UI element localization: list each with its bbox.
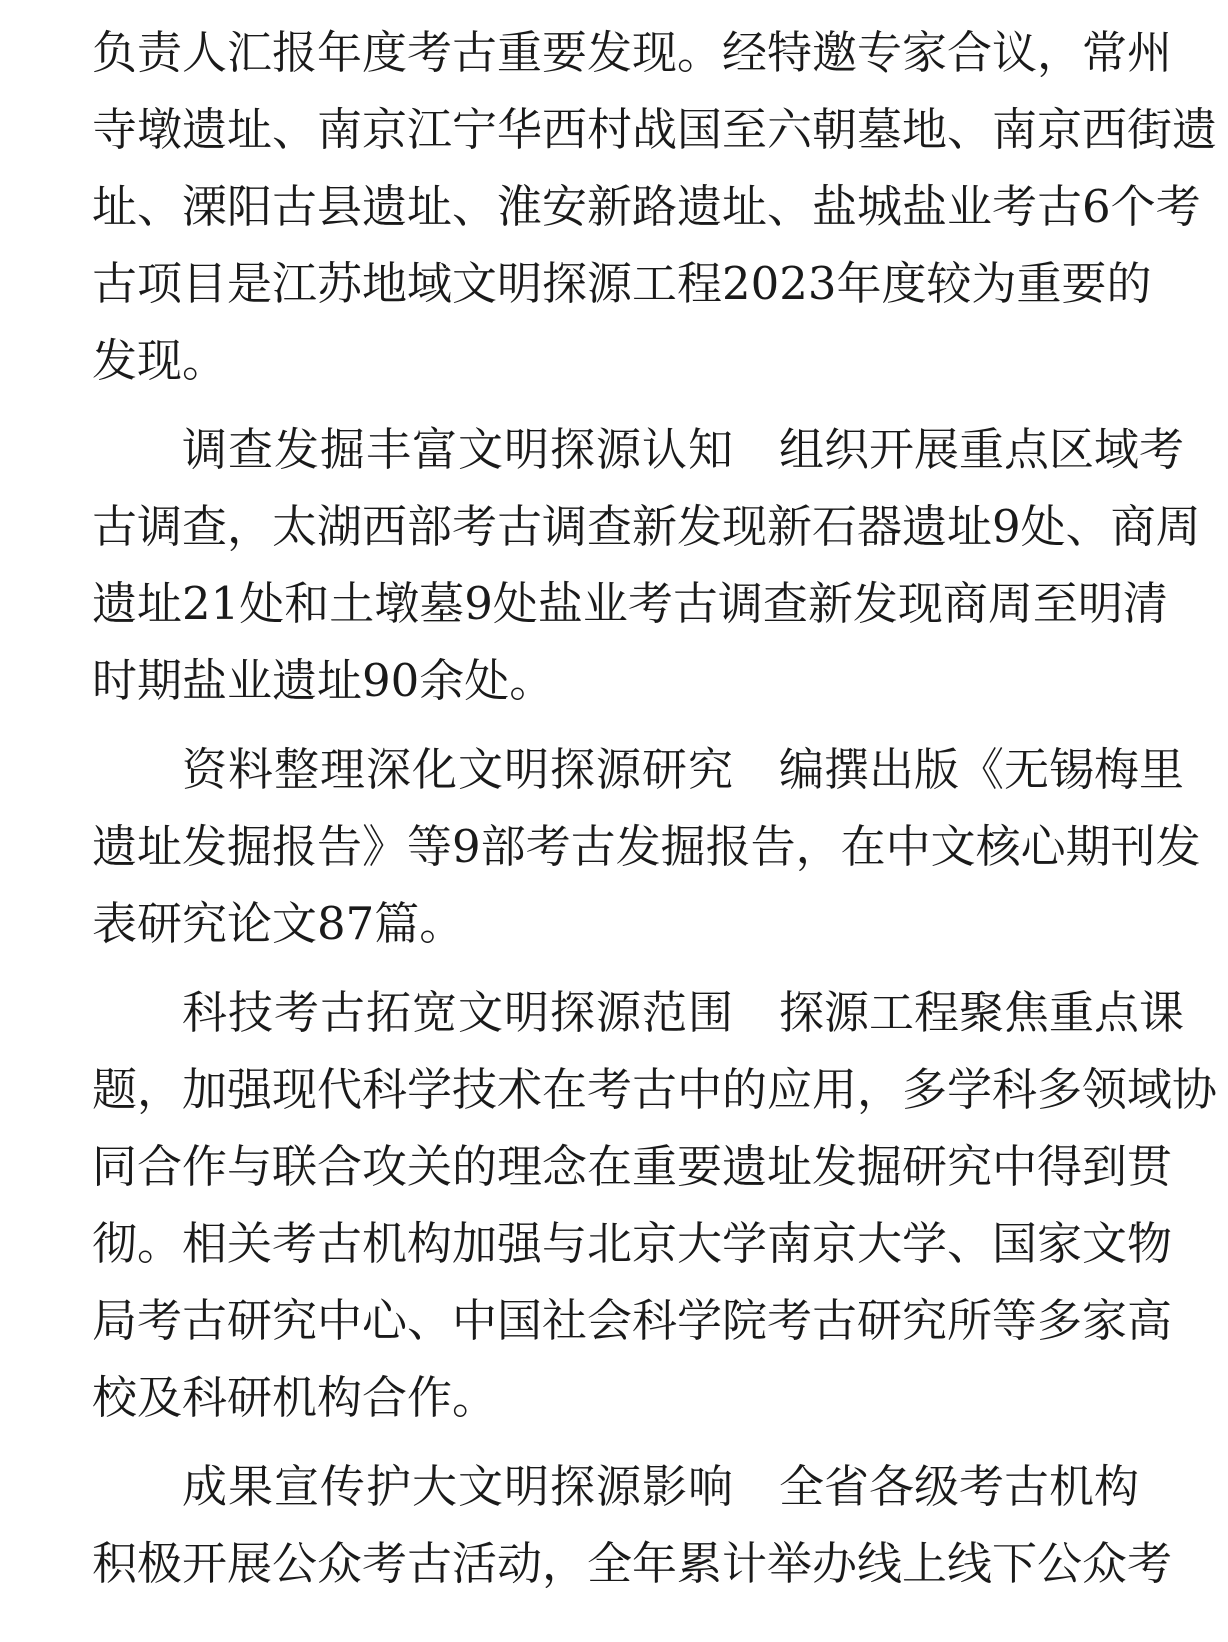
paragraph-4: [92, 974, 1218, 1436]
document-page: [92, 0, 1218, 1642]
text-line: 彻。相关考古机构加强与北京大学南京大学、国家文物: [92, 1217, 1173, 1270]
text-line: 表研究论文87篇。: [92, 897, 465, 950]
section-heading: 成果宣传护大文明探源影响: [182, 1460, 735, 1513]
heading-followup-text: 全省各级考古机构: [779, 1460, 1140, 1513]
text-line: 遗址发掘报告》等9部考古发掘报告，在中文核心期刊发: [92, 820, 1201, 873]
text-line: 寺墩遗址、南京江宁华西村战国至六朝墓地、南京西街遗: [92, 103, 1218, 156]
text-line: 负责人汇报年度考古重要发现。经特邀专家合议，常州: [92, 26, 1173, 79]
text-line: 局考古研究中心、中国社会科学院考古研究所等多家高: [92, 1294, 1173, 1347]
section-heading: 调查发掘丰富文明探源认知: [182, 423, 735, 476]
paragraph-3: [92, 731, 1201, 962]
section-heading: 科技考古拓宽文明探源范围: [182, 986, 735, 1039]
paragraph-first-line: [92, 411, 1185, 488]
text-line: 校及科研机构合作。: [92, 1371, 498, 1424]
text-line: 古调查，太湖西部考古调查新发现新石器遗址9处、商周: [92, 500, 1201, 553]
text-line: 时期盐业遗址90余处。: [92, 654, 555, 707]
text-line: 积极开展公众考古活动，全年累计举办线上线下公众考: [92, 1537, 1173, 1590]
text-line: 遗址21处和土墩墓9处盐业考古调查新发现商周至明清: [92, 577, 1168, 630]
paragraph-first-line: [92, 731, 1185, 808]
section-heading: 资料整理深化文明探源研究: [182, 743, 735, 796]
text-line: 发现。: [92, 334, 228, 387]
paragraph-1: [92, 14, 1218, 399]
paragraph-first-line: [92, 974, 1185, 1051]
heading-followup-text: 组织开展重点区域考: [779, 423, 1185, 476]
heading-followup-text: 探源工程聚焦重点课: [779, 986, 1185, 1039]
text-line: 题，加强现代科学技术在考古中的应用，多学科多领域协: [92, 1063, 1218, 1116]
paragraph-2: [92, 411, 1201, 719]
paragraph-first-line: [92, 1448, 1140, 1525]
text-line: 址、溧阳古县遗址、淮安新路遗址、盐城盐业考古6个考: [92, 180, 1201, 233]
text-line: 同合作与联合攻关的理念在重要遗址发掘研究中得到贯: [92, 1140, 1173, 1193]
text-line: 古项目是江苏地域文明探源工程2023年度较为重要的: [92, 257, 1152, 310]
heading-followup-text: 编撰出版《无锡梅里: [779, 743, 1185, 796]
paragraph-5: [92, 1448, 1173, 1602]
